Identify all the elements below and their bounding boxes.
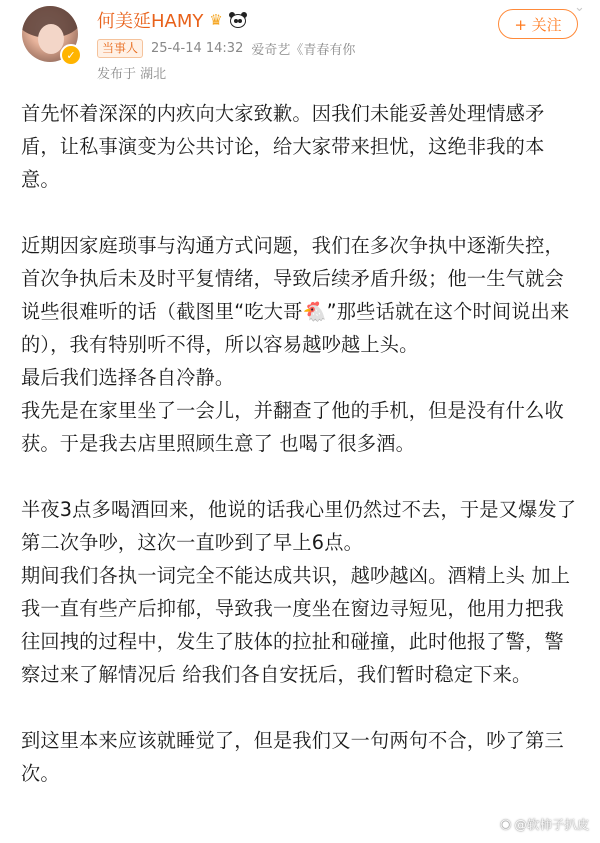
post-header [0, 0, 600, 90]
post-timestamp: 25-4-14 14:32 [151, 41, 244, 56]
verified-badge-icon: ✓ [60, 44, 82, 66]
follow-button[interactable]: + 关注 [498, 9, 578, 39]
panda-icon [229, 12, 247, 28]
post-source[interactable]: 爱奇艺《青春有你 [251, 43, 356, 58]
post-location: 发布于 湖北 [97, 67, 167, 82]
post-paragraph: 首先怀着深深的内疚向大家致歉。因我们未能妥善处理情感矛盾，让私事演变为公共讨论，给大家带来担忧，这绝非我的本意。 [21, 102, 545, 191]
crown-icon: ♛ [209, 11, 223, 29]
watermark [500, 815, 589, 833]
post-paragraph: 近期因家庭琐事与沟通方式问题，我们在多次争执中逐渐失控，首次争执后未及时平复情绪，导致后续矛盾升级；他一生气就会说些很难听的话（截图里“吃大哥🐔”那些话就在这个时间说出来的），我有特别听不得，所以容易越吵越上头。 [21, 234, 570, 356]
post-paragraph: 我先是在家里坐了一会儿，并翻查了他的手机，但是没有什么收获。于是我去店里照顾生意了 也喝了很多酒。 [21, 399, 564, 455]
chevron-down-icon[interactable]: ⌄ [574, 0, 585, 15]
post-paragraph: 到这里本来应该就睡觉了，但是我们又一句两句不合，吵了第三次。 [21, 729, 564, 785]
post-paragraph: 期间我们各执一词完全不能达成共识，越吵越凶。酒精上头 加上我一直有些产后抑郁，导致我一度坐在窗边寻短见，他用力把我往回拽的过程中，发生了肢体的拉扯和碰撞，此时他报了警，警察过来了解情况后 给我们各自安抚后，我们暂时稳定下来。 [21, 564, 571, 686]
post-paragraph: 半夜3点多喝酒回来，他说的话我心里仍然过不去，于是又爆发了第二次争吵，这次一直吵到了早上6点。 [21, 498, 577, 554]
weibo-logo-icon: ◉ [500, 816, 512, 832]
username[interactable]: 何美延HAMY [97, 11, 204, 32]
post-meta [97, 39, 355, 58]
post-body [21, 97, 581, 790]
username-row [97, 7, 247, 33]
post-paragraph: 最后我们选择各自冷静。 [21, 366, 235, 389]
watermark-text: @软柿子扒皮 [514, 817, 590, 832]
role-badge: 当事人 [97, 39, 143, 58]
